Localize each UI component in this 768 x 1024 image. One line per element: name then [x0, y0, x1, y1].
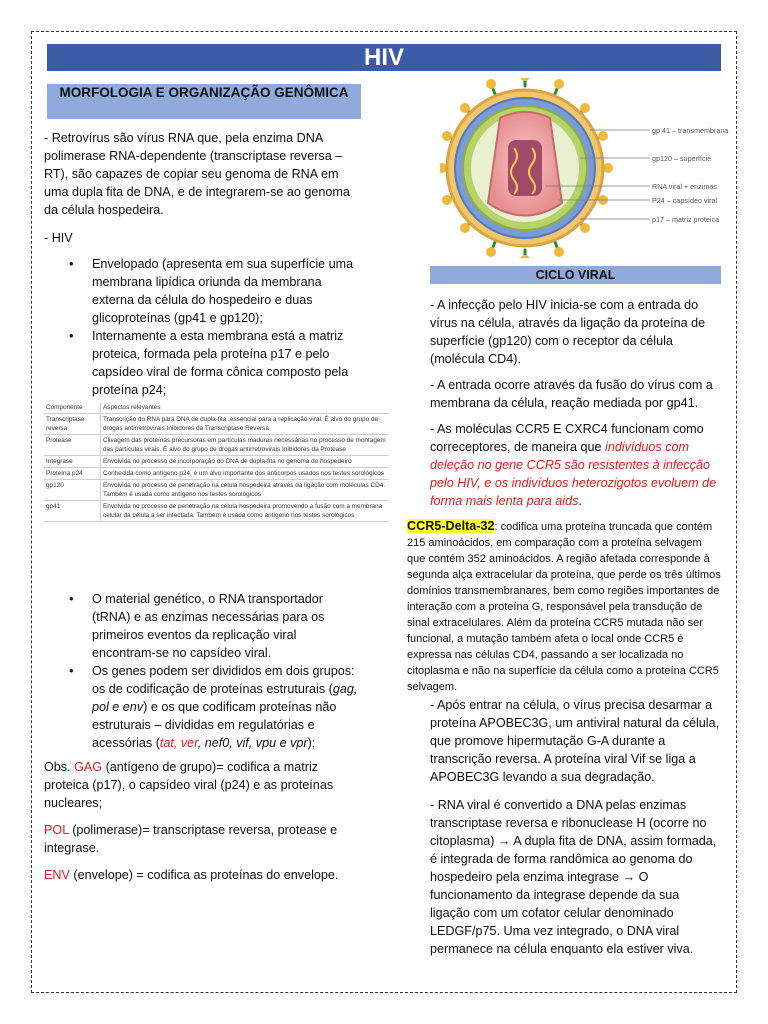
table-cell [101, 414, 390, 435]
env-label: ENV [44, 868, 70, 882]
genes-accessory: , nef0, vif, vpu e vpr [197, 736, 308, 750]
ccr5-label: CCR5-Delta-32 [407, 519, 495, 533]
bullet-list-1 [67, 255, 361, 399]
text-run: . [578, 494, 582, 508]
ciclo-paragraph-1: - A infecção pelo HIV inicia-se com a entrada do vírus na célula, através da ligação da proteína de superfície (gp120) com o receptor da célula (molécula CD4). [430, 298, 706, 366]
table-row [44, 501, 389, 522]
table-cell: Proteína p24 [44, 468, 101, 480]
figure-label: RNA viral + enzimas [652, 182, 717, 191]
table-cell: Transcriptase reversa [44, 414, 101, 435]
components-table [44, 402, 389, 522]
table-cell [101, 501, 390, 522]
figure-label: p17 – matriz proteica [652, 215, 720, 224]
figure-label: gp120 – superfície [652, 154, 712, 163]
ccr5-delta32-paragraph [407, 518, 723, 695]
table-cell [101, 456, 390, 468]
text-run: ) e os que codificam proteínas não estruturais – divididas em regulatórias e acessórias ( [92, 700, 337, 750]
table-cell: gp41 [44, 501, 101, 522]
text-run: - As moléculas CCR5 E CXRC4 funcionam como correceptores, de maneira que [430, 422, 704, 454]
table-cell-text: Conhecida como antígeno p24, é um alvo importante dos anticorpos usados nos testes sorológicos [103, 470, 385, 477]
table-cell: gp120 [44, 480, 101, 501]
genes-regulatory: tat, ver [159, 736, 198, 750]
obs-prefix: Obs. [44, 760, 75, 774]
section-heading-morfologia: MORFOLOGIA E ORGANIZAÇÃO GENÔMICA [47, 84, 361, 119]
gag-label: GAG [74, 760, 103, 774]
text-run: Os genes podem ser divididos em dois grupos: os de codificação de proteínas estruturais ( [92, 664, 355, 696]
table-header-row [44, 402, 389, 414]
table-cell: Protease [44, 435, 101, 456]
list-item: • O material genético, o RNA transportador (tRNA) e as enzimas necessárias para os primeiros eventos da replicação viral encontram-se no capsídeo viral. [67, 590, 363, 662]
table-cell [101, 480, 390, 501]
table-row [44, 414, 389, 435]
table-cell-text: Envolvida no processo de incorporação do DNA de dupla-fita no genoma do hospedeiro [103, 458, 352, 465]
table-cell-text: Envolvida no processo de penetração na célula hospedeira promovendo a fusão com a membrana celular da célula a ser infectada. Também é usada como antígeno nos testes sorológicos [103, 503, 383, 519]
ccr5-text: : codifica uma proteína truncada que contém 215 aminoácidos, em comparação com a proteína selvagem que contém 352 aminoácidos. A região afetada corresponde à segunda alça extracelular da proteína, que perde os três últimos domínios transmembranares, bem como regiões importantes de interação com a proteína G, responsável pela transdução de sinal extracelulares. Além da proteína CCR5 mutada não ser funcional, a mutação também afeta o local onde CCR5 é expressa nas células CD4, passando a ser localizada no citoplasma e não na superfície da célula como a proteína CCR5 selvagem. [407, 521, 721, 693]
section-heading-ciclo: CICLO VIRAL [430, 266, 721, 284]
table-cell-text: Envolvida no processo de penetração na célula hospedeira através da ligação com moléculas CD4. Também é usada como antígeno nos testes sorológicos [103, 482, 386, 498]
ccr5-highlight: indivíduos com deleção no gene CCR5 são resistentes à infecção pelo HIV, e os indivíduos heterozigotos evoluem de forma mais lenta para aids [430, 440, 717, 508]
table-cell [101, 468, 390, 480]
hiv-label: - HIV [44, 231, 73, 245]
page-title: HIV [47, 44, 721, 71]
table-cell-text: Clivagem das proteínas precursoras em partículas maduras necessárias no processo de montagem das partículas virais. É alvo do grupo de drogas antirretrovirais Inibidores da Protease [103, 437, 386, 453]
bullet-list-2 [67, 590, 363, 752]
intro-paragraph: - Retrovírus são vírus RNA que, pela enzima DNA polimerase RNA-dependente (transcriptase reversa – RT), são capazes de copiar seu genoma de RNA em uma dupla fita de DNA, e de integrarem-se ao genoma da célula hospedeira. [44, 131, 350, 217]
list-item: • Envelopado (apresenta em sua superfície uma membrana lipídica oriunda da membrana externa da célula do hospedeiro e duas glicoproteínas (gp41 e gp120); [67, 255, 361, 327]
table-header: Componente [44, 402, 101, 414]
list-item [67, 662, 363, 752]
hiv-virion-illustration [440, 78, 740, 258]
ciclo-paragraph-5: - RNA viral é convertido a DNA pelas enzimas transcriptase reversa e ribonuclease H (ocorre no citoplasma) → A dupla fita de DNA, assim formada, é integrada de forma randômica ao genoma do hospedeiro pela enzima integrase → O funcionamento da integrase depende da sua ligação com um cofator celular denominado LEDGF/p75. Uma vez integrado, o DNA viral permanece na célula enquanto ela estiver viva. [430, 798, 717, 956]
obs-pol [44, 821, 364, 857]
gag-text: (antígeno de grupo)= codifica a matriz proteica (p17), o capsídeo viral (p24) e as proteínas nucleares; [44, 760, 334, 810]
table-row [44, 456, 389, 468]
text-run: ); [307, 736, 316, 750]
ciclo-paragraph-2: - A entrada ocorre através da fusão do vírus com a membrana da célula, reação mediada por gp41. [430, 378, 713, 410]
genes-structural: gag, pol e env [92, 682, 358, 714]
env-text: (envelope) = codifica as proteínas do envelope. [69, 868, 339, 882]
obs-env [44, 866, 364, 884]
list-item: • Internamente a esta membrana está a matriz proteica, formada pela proteína p17 e pelo capsídeo viral de forma cônica composto pela proteína p24; [67, 327, 361, 399]
table-row [44, 468, 389, 480]
table-cell-text: Transcrição do RNA para DNA de dupla-fita ,essencial para a replicação viral. É alvo do grupo de drogas antirretrovirais Inibidores da Transcriptase Reversa [103, 416, 379, 432]
table-row [44, 435, 389, 456]
table-cell: Integrase [44, 456, 101, 468]
pol-label: POL [44, 823, 69, 837]
figure-label: gp 41 – transmembrana [652, 126, 729, 135]
figure-label: P24 – capsídeo viral [652, 196, 718, 205]
pol-text: (polimerase)= transcriptase reversa, protease e integrase. [44, 823, 338, 855]
ciclo-paragraph-4: - Após entrar na célula, o vírus precisa desarmar a proteína APOBEC3G, um antiviral natural da célula, que promove hipermutação G-A durante a transcrição reversa. A proteína viral Vif se liga a APOBEC3G levando a sua degradação. [430, 698, 720, 784]
table-row [44, 480, 389, 501]
table-header: Aspectos relevantes [101, 402, 390, 414]
ciclo-paragraph-3 [430, 420, 722, 510]
table-cell [101, 435, 390, 456]
obs-gag [44, 758, 364, 812]
